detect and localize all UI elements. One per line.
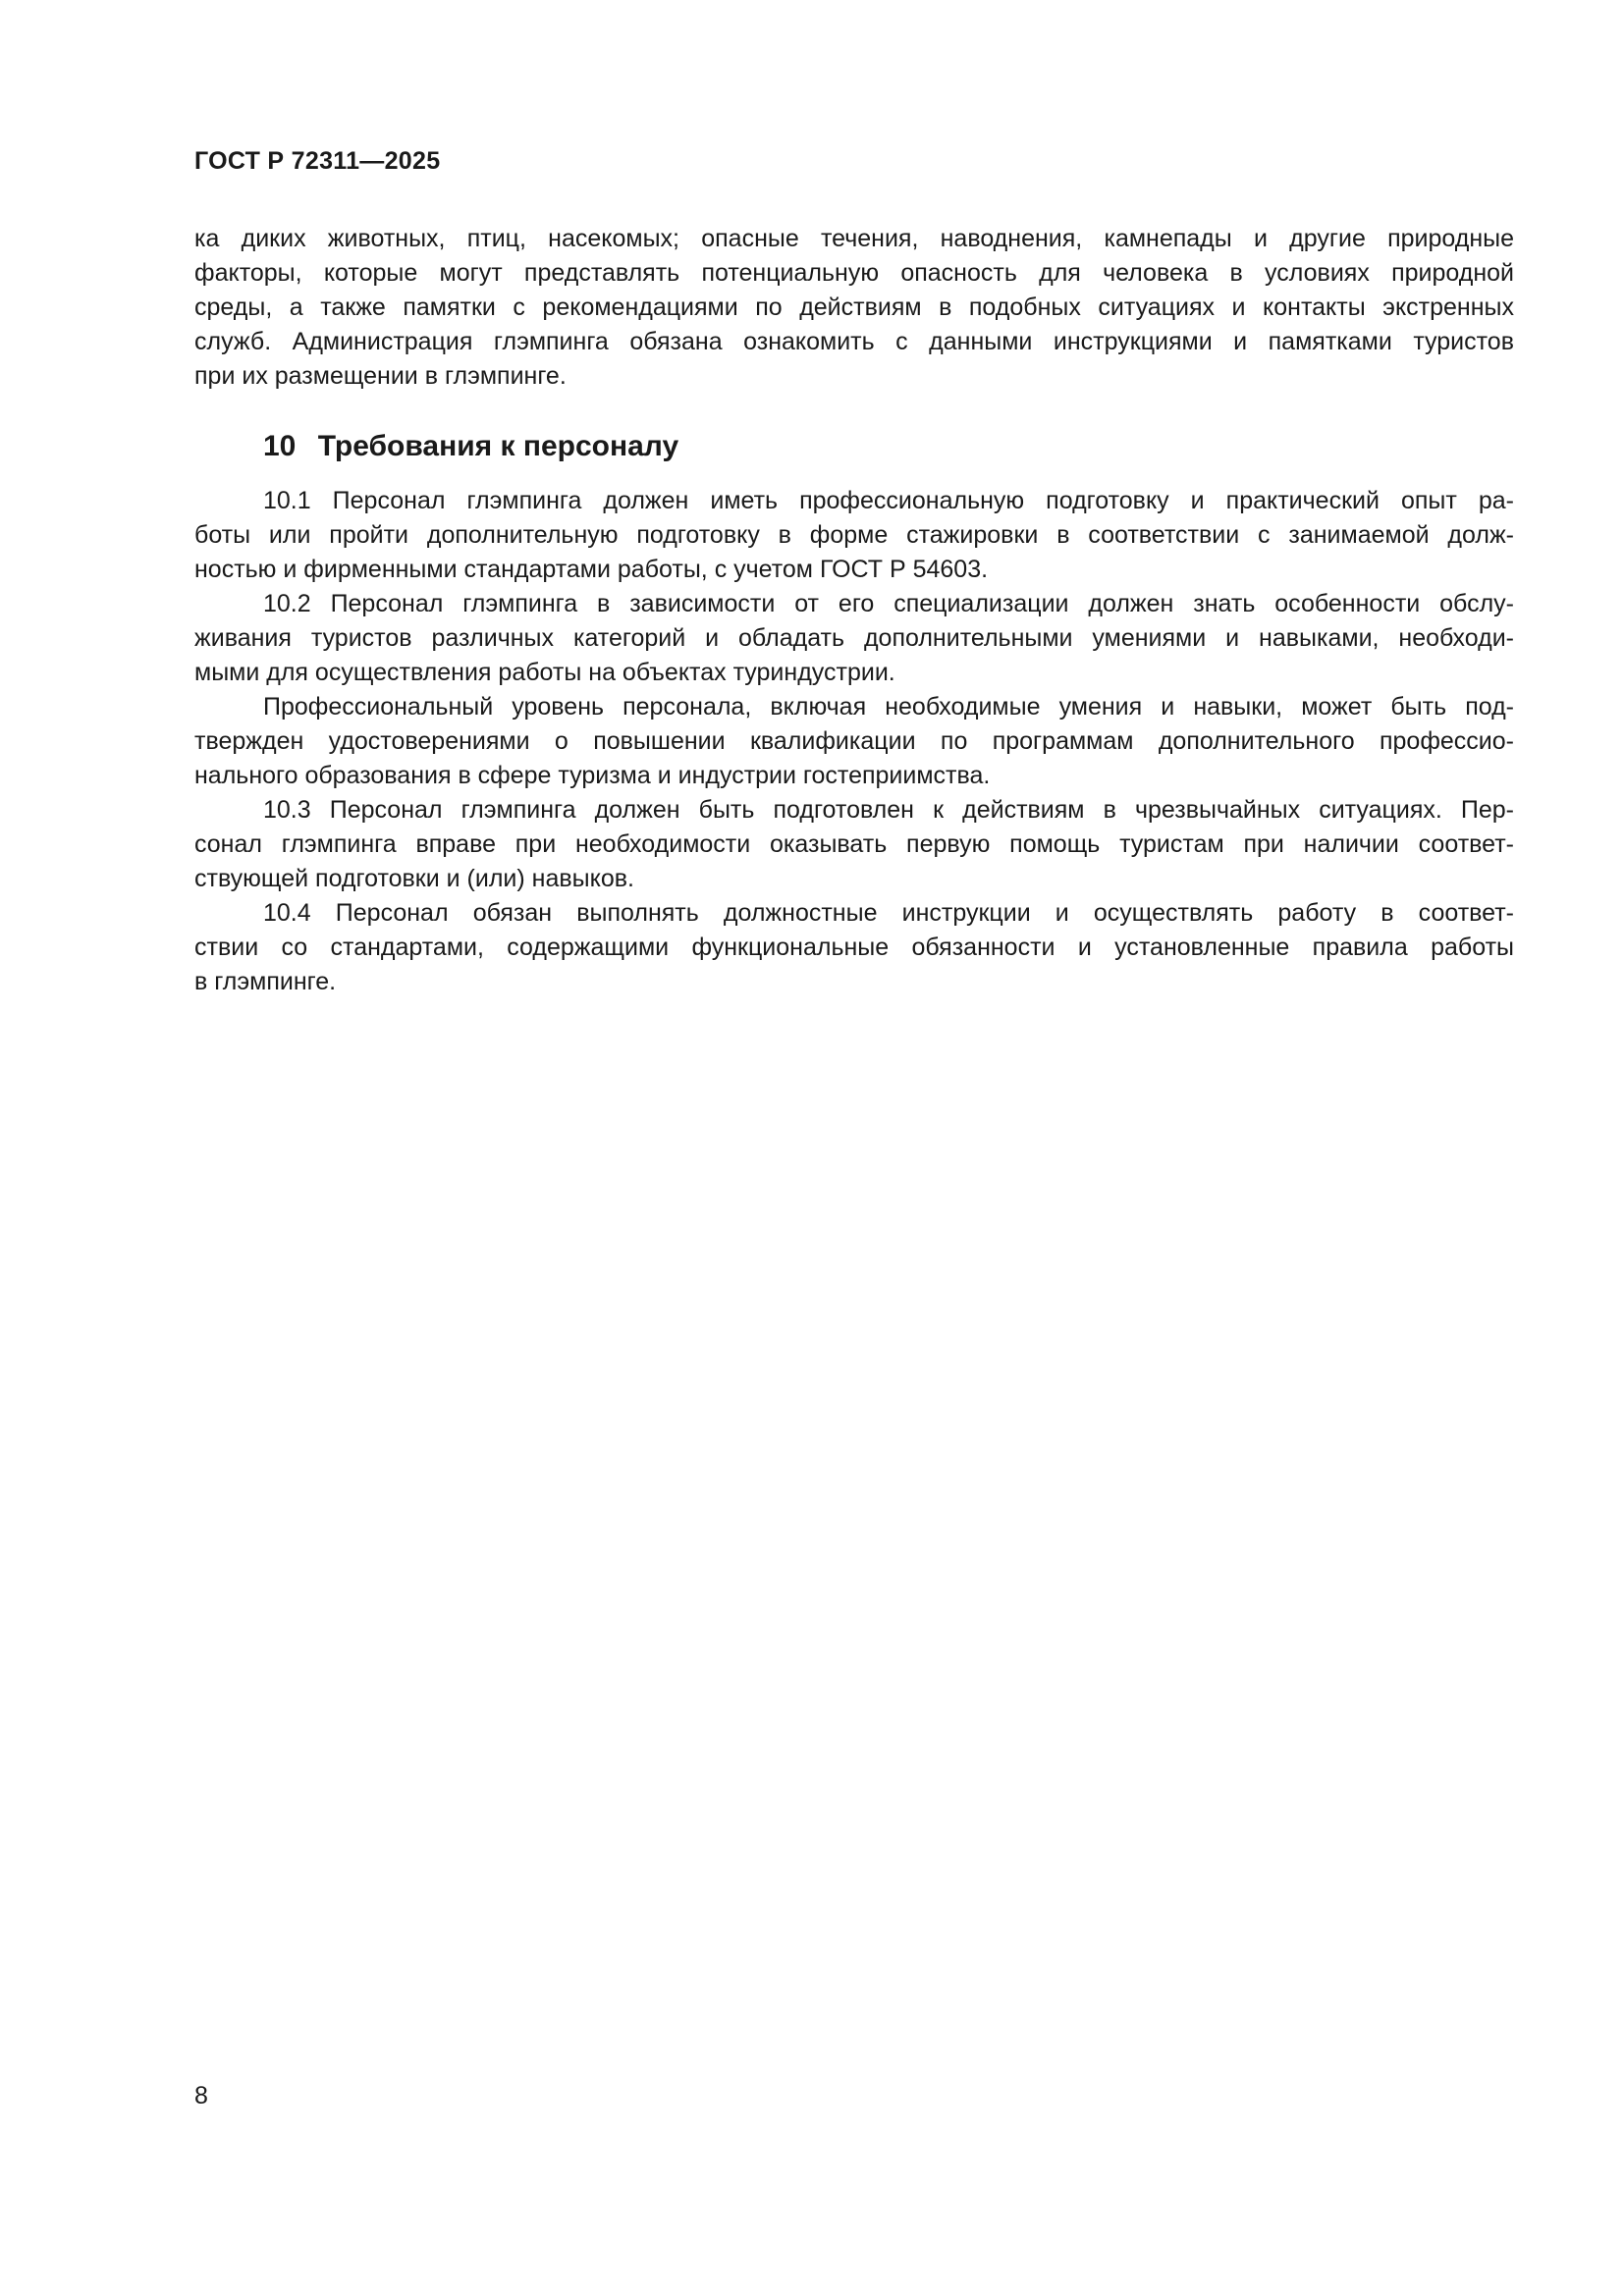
text-line: живания туристов различных категорий и обладать дополнительными умениями и навыками, необходи-: [194, 624, 1514, 652]
section-title: Требования к персоналу: [317, 430, 679, 462]
text-line: ка диких животных, птиц, насекомых; опасные течения, наводнения, камнепады и другие природные: [194, 225, 1514, 252]
text-line: Профессиональный уровень персонала, включая необходимые умения и навыки, может быть под-: [263, 693, 1514, 721]
section-number: 10: [263, 430, 297, 462]
text-line: нального образования в сфере туризма и индустрии гостеприимства.: [194, 762, 991, 789]
paragraph-professional-level: [194, 690, 1514, 793]
text-line: ствии со стандартами, содержащими функциональные обязанности и установленные правила работы: [194, 934, 1514, 961]
standard-code-header: ГОСТ Р 72311—2025: [194, 147, 441, 175]
paragraph-10-3: [194, 793, 1514, 896]
text-line: 10.3 Персонал глэмпинга должен быть подготовлен к действиям в чрезвычайных ситуациях. Пер-: [263, 796, 1514, 824]
text-line: 10.4 Персонал обязан выполнять должностные инструкции и осуществлять работу в соответ-: [263, 899, 1514, 927]
text-line: 10.2 Персонал глэмпинга в зависимости от его специализации должен знать особенности обслу-: [263, 590, 1514, 617]
text-line: факторы, которые могут представлять потенциальную опасность для человека в условиях природной: [194, 259, 1514, 287]
text-line: твержден удостоверениями о повышении квалификации по программам дополнительного профессио-: [194, 727, 1514, 755]
text-line: мыми для осуществления работы на объектах туриндустрии.: [194, 659, 895, 686]
text-line: в глэмпинге.: [194, 968, 337, 995]
paragraph-10-1: [194, 484, 1514, 587]
paragraph-10-4: [194, 896, 1514, 999]
text-line: боты или пройти дополнительную подготовку в форме стажировки в соответствии с занимаемой долж-: [194, 521, 1514, 549]
page-content: [194, 222, 1514, 999]
page-number: 8: [194, 2082, 208, 2109]
text-line: при их размещении в глэмпинге.: [194, 362, 567, 390]
text-line: ностью и фирменными стандартами работы, с учетом ГОСТ Р 54603.: [194, 556, 989, 583]
continuation-paragraph: [194, 222, 1514, 394]
text-line: 10.1 Персонал глэмпинга должен иметь профессиональную подготовку и практический опыт ра-: [263, 487, 1514, 514]
text-line: среды, а также памятки с рекомендациями по действиям в подобных ситуациях и контакты экстренных: [194, 294, 1514, 321]
paragraph-10-2: [194, 587, 1514, 690]
text-line: ствующей подготовки и (или) навыков.: [194, 865, 634, 892]
text-line: сонал глэмпинга вправе при необходимости оказывать первую помощь туристам при наличии соответ-: [194, 830, 1514, 858]
section-heading: [194, 427, 1514, 466]
text-line: служб. Администрация глэмпинга обязана ознакомить с данными инструкциями и памятками туристов: [194, 328, 1514, 355]
